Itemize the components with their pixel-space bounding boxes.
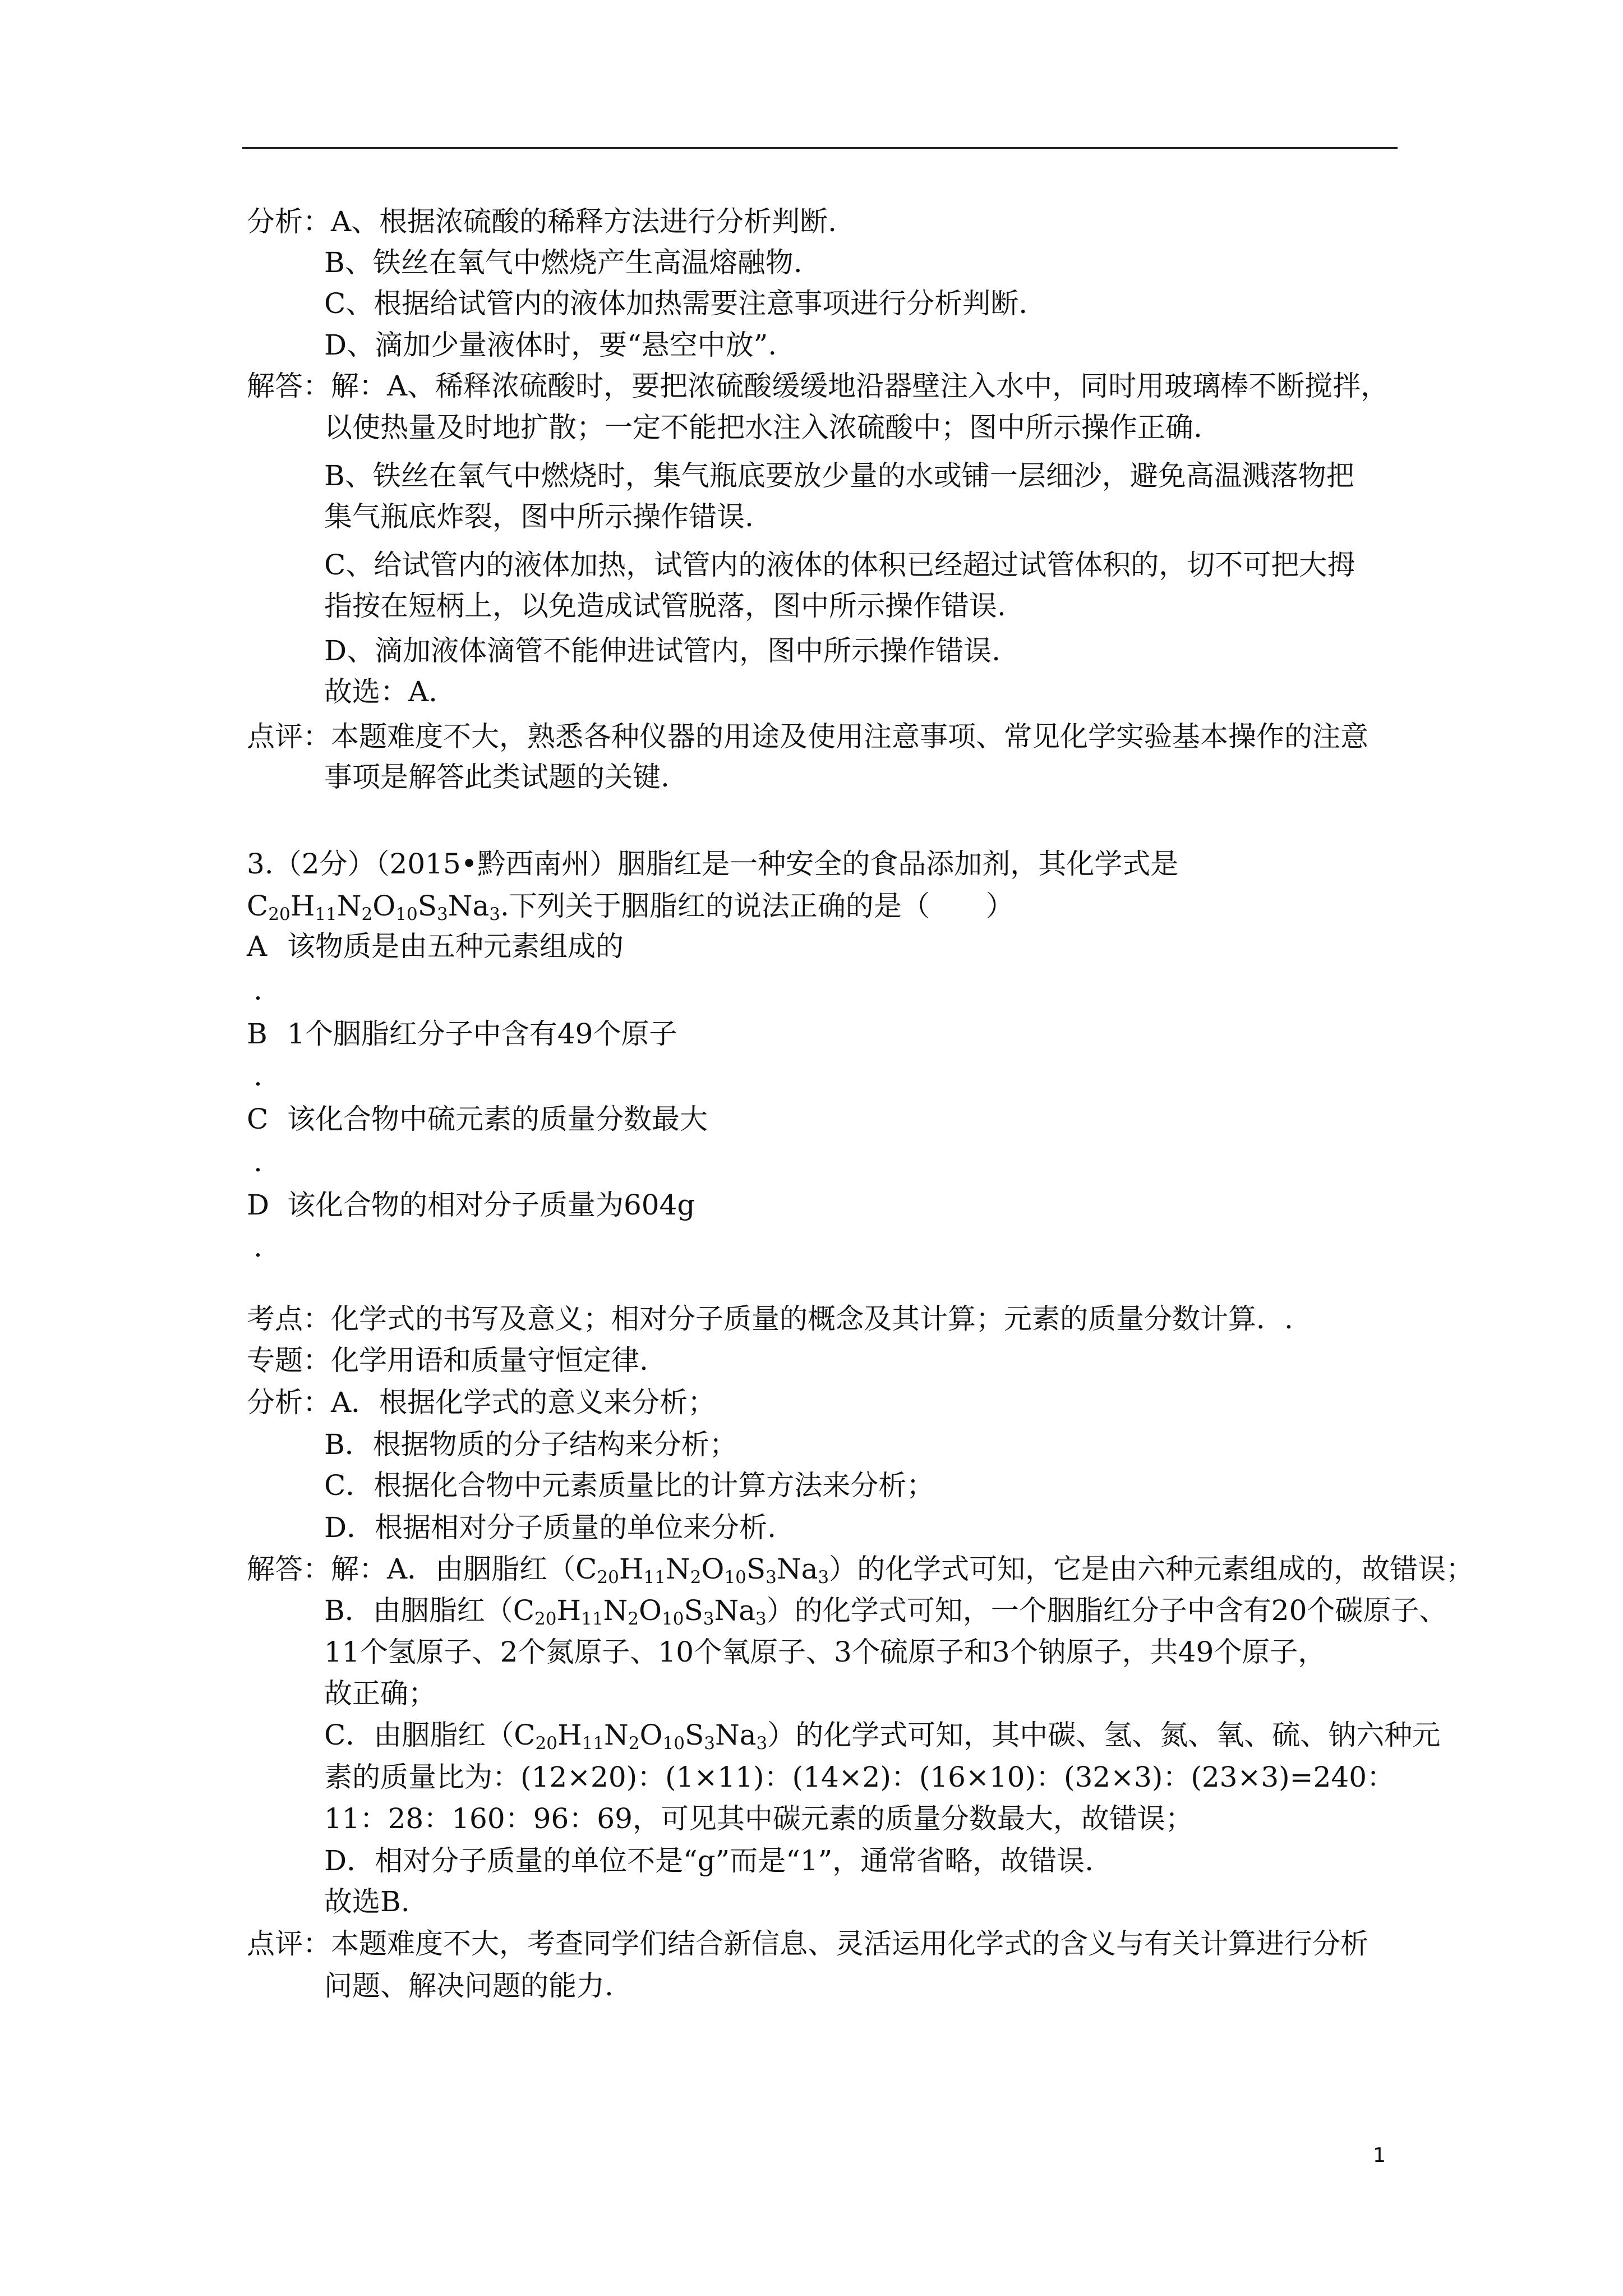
analysis-line: B．根据物质的分子结构来分析； xyxy=(324,1428,737,1461)
answer-line: 故选B. xyxy=(324,1885,410,1918)
zhuanti-line: 专题：化学用语和质量守恒定律. xyxy=(247,1344,648,1377)
option-c: C 该化合物中硫元素的质量分数最大 xyxy=(247,1103,708,1135)
answer-line: 以使热量及时地扩散；一定不能把水注入浓硫酸中；图中所示操作正确. xyxy=(324,411,1202,444)
answer-line: 故选：A. xyxy=(324,675,438,708)
answer-line: 指按在短柄上，以免造成试管脱落，图中所示操作错误. xyxy=(324,590,1006,622)
option-b: B 1个胭脂红分子中含有49个原子 xyxy=(247,1018,677,1050)
analysis-line: C、根据给试管内的液体加热需要注意事项进行分析判断. xyxy=(324,287,1028,320)
option-d: D 该化合物的相对分子质量为604g xyxy=(247,1189,695,1221)
comment-line: 问题、解决问题的能力. xyxy=(324,1970,614,2002)
analysis-line: B、铁丝在氧气中燃烧产生高温熔融物. xyxy=(324,246,803,279)
option-dot: . xyxy=(253,974,262,1006)
analysis-line: 分析：A、根据浓硫酸的稀释方法进行分析判断. xyxy=(247,205,837,238)
answer-line: 解答：解：A、稀释浓硫酸时，要把浓硫酸缓缓地沿器壁注入水中，同时用玻璃棒不断搅拌， xyxy=(247,370,1389,402)
option-dot: . xyxy=(253,1060,262,1092)
question-formula-line: $C_{20}H_{11}N_2O_{10}S_3Na_3$.下列关于胭脂红的说法正确的是（ ） xyxy=(247,890,1014,924)
kaodian-line: 考点：化学式的书写及意义；相对分子质量的概念及其计算；元素的质量分数计算．. xyxy=(247,1303,1293,1335)
option-dot: . xyxy=(253,1231,262,1263)
answer-line: C、给试管内的液体加热，试管内的液体的体积已经超过试管体积的，切不可把大拇 xyxy=(324,549,1355,581)
chemical-formula: $C_{20}H_{11}N_2O_{10}S_3Na_3$ xyxy=(513,1594,767,1629)
page-number: 1 xyxy=(1373,2144,1386,2167)
chemical-formula: $C_{20}H_{11}N_2O_{10}S_3Na_3$ xyxy=(575,1553,829,1588)
comment-line: 事项是解答此类试题的关键. xyxy=(324,761,670,793)
answer-line: B．由胭脂红$(C_{20}H_{11}N_2O_{10}S_3Na_3)$的化学式可知，一个胭脂红分子中含有20个碳原子、 xyxy=(324,1594,1447,1629)
option-dot: . xyxy=(253,1145,262,1178)
answer-line: D、滴加液体滴管不能伸进试管内，图中所示操作错误. xyxy=(324,634,1000,667)
header-rule xyxy=(242,147,1398,149)
chemical-formula: $C_{20}H_{11}N_2O_{10}S_3Na_3$ xyxy=(247,890,501,924)
answer-line: D．相对分子质量的单位不是“g”而是“1”，通常省略，故错误. xyxy=(324,1844,1094,1877)
answer-line: 素的质量比为：(12×20)：(1×11)：(14×2)：(16×10)：(32×3)：(23×3)=240： xyxy=(324,1761,1395,1793)
answer-line: 解答：解：A．由胭脂红$(C_{20}H_{11}N_2O_{10}S_3Na_3)$的化学式可知，它是由六种元素组成的，故错误； xyxy=(247,1553,1474,1588)
chemical-formula: $C_{20}H_{11}N_2O_{10}S_3Na_3$ xyxy=(514,1719,768,1754)
comment-line: 点评：本题难度不大，熟悉各种仪器的用途及使用注意事项、常见化学实验基本操作的注意 xyxy=(247,720,1368,753)
option-a: A 该物质是由五种元素组成的 xyxy=(247,930,624,963)
analysis-line: D．根据相对分子质量的单位来分析. xyxy=(324,1511,776,1544)
analysis-line: C．根据化合物中元素质量比的计算方法来分析； xyxy=(324,1469,935,1502)
answer-line: 故正确； xyxy=(324,1677,436,1710)
answer-line: 11个氢原子、2个氮原子、10个氧原子、3个硫原子和3个钠原子，共49个原子， xyxy=(324,1636,1326,1668)
analysis-line: D、滴加少量液体时，要“悬空中放”. xyxy=(324,329,777,361)
answer-line: C．由胭脂红$(C_{20}H_{11}N_2O_{10}S_3Na_3)$的化学式可知，其中碳、氢、氮、氧、硫、钠六种元 xyxy=(324,1719,1441,1754)
question-title: 3.（2分）（2015•黔西南州）胭脂红是一种安全的食品添加剂，其化学式是 xyxy=(247,848,1179,880)
answer-line: 11：28：160：96：69，可见其中碳元素的质量分数最大，故错误； xyxy=(324,1802,1193,1835)
answer-line: B、铁丝在氧气中燃烧时，集气瓶底要放少量的水或铺一层细沙，避免高温溅落物把 xyxy=(324,459,1354,492)
comment-line: 点评：本题难度不大，考查同学们结合新信息、灵活运用化学式的含义与有关计算进行分析 xyxy=(247,1927,1368,1960)
answer-line: 集气瓶底炸裂，图中所示操作错误. xyxy=(324,500,754,533)
analysis-line: 分析：A．根据化学式的意义来分析； xyxy=(247,1386,716,1419)
